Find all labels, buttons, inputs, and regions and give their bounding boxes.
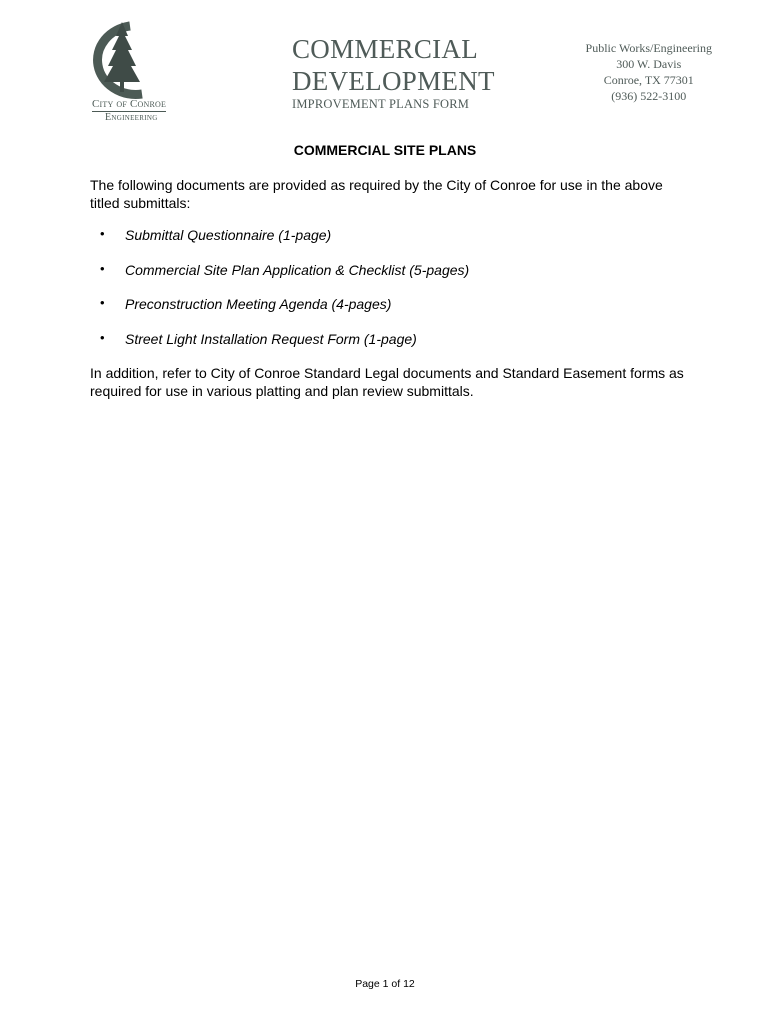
address-phone: (936) 522-3100 [611,89,687,103]
bullet-icon: • [100,329,105,345]
closing-paragraph: In addition, refer to City of Conroe Standard Legal documents and Standard Easement forms as required for use in various platting and plan review submittals. [90,365,684,399]
form-subtitle: IMPROVEMENT PLANS FORM [292,97,470,111]
bullet-icon: • [100,226,105,241]
document-heading: COMMERCIAL SITE PLANS [293,142,477,158]
form-title-block [292,33,495,112]
address-city: Conroe, TX 77301 [603,73,694,87]
bullet-icon: • [100,295,105,310]
intro-paragraph: The following documents are provided as required by the City of Conroe for use in the above titled submittals: [90,177,663,211]
list-item-text: Preconstruction Meeting Agenda (4-pages) [125,296,392,312]
logo-city-name: City of Conroe [92,98,167,110]
department-address [586,40,712,104]
list-item-text: Submittal Questionnaire (1-page) [125,227,332,243]
title-line-1: COMMERCIAL [292,34,479,64]
list-item-text: Street Light Installation Request Form (1-page) [125,330,417,347]
page-number: Page 1 of 12 [355,978,415,990]
list-item-text: Commercial Site Plan Application & Checklist (5-pages) [125,261,470,278]
bullet-icon: • [100,260,105,276]
logo-department: Engineering [105,112,158,123]
title-line-2: DEVELOPMENT [292,66,495,96]
address-department: Public Works/Engineering [585,41,712,55]
city-logo [86,20,176,125]
pine-tree-c-logo-icon [86,20,176,100]
address-street: 300 W. Davis [616,57,682,71]
